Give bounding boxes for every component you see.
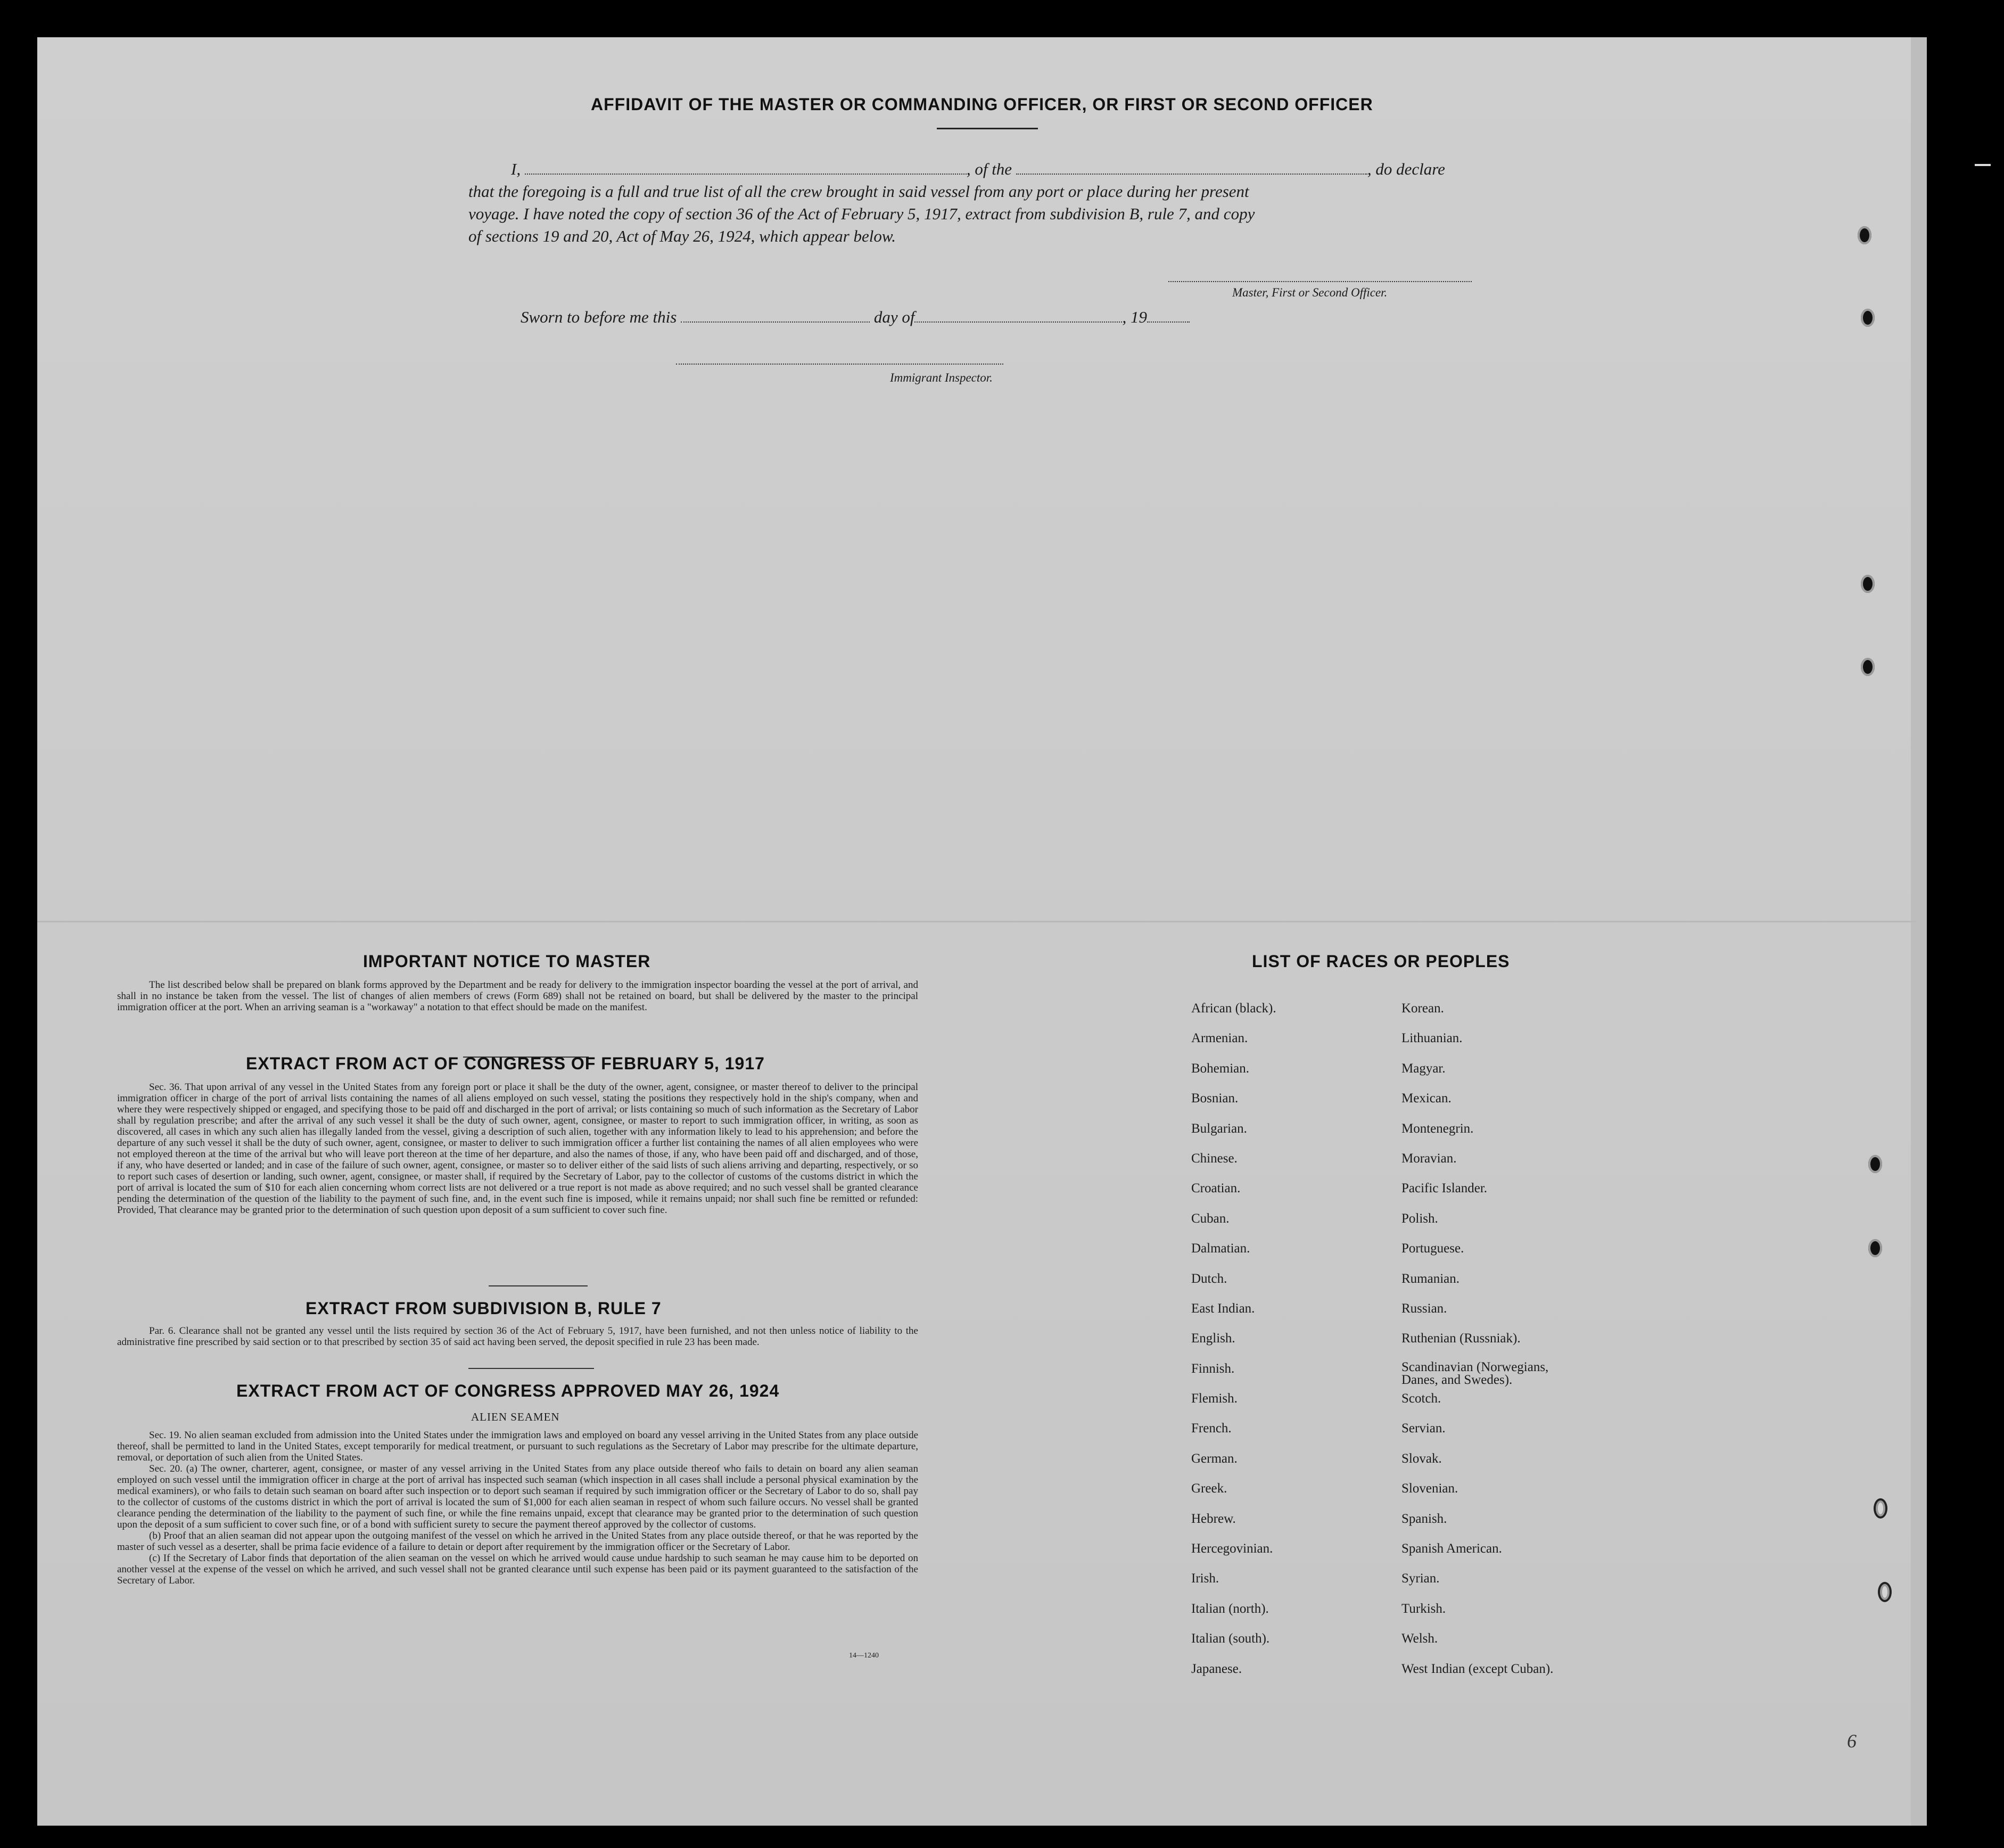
binder-hole (1858, 226, 1871, 244)
race-item: Moravian. (1401, 1151, 1457, 1166)
binder-hole (1878, 1582, 1892, 1602)
notice-paragraph: The list described below shall be prepared on blank forms approved by the Department and be ready for delivery to the immigration inspector boarding the vessel at the port of arrival, and shall in no instance be taken from the vessel. The list of changes of alien members of crews (Form 689) shall not be retained on board, but shall be delivered by the master to the principal immigration officer at the port. When an arriving seaman is a "workaway" a notation to that effect should be made on the manifest. (117, 979, 918, 1013)
extract-1924-title: EXTRACT FROM ACT OF CONGRESS APPROVED MAY 26, 1924 (236, 1381, 780, 1400)
extract-rule7-title: EXTRACT FROM SUBDIVISION B, RULE 7 (306, 1299, 662, 1318)
race-item: Greek. (1191, 1481, 1227, 1496)
race-item: Polish. (1401, 1211, 1438, 1226)
race-item: Dalmatian. (1191, 1241, 1250, 1256)
race-item: Syrian. (1401, 1571, 1440, 1586)
extract-1924-text (117, 1430, 918, 1586)
do-declare-label: , do declare (1367, 160, 1445, 178)
sec-19-paragraph: Sec. 19. No alien seaman excluded from admission into the United States under the immigration laws and employed on board any vessel arriving in the United States from any place outside thereof, shall be permitted to land in the United States, except temporarily for medical treatment, or pursuant to such regulations as the Secretary of Labor may prescribe for the ultimate departure, removal, or deportation of such alien from the United States. (117, 1430, 918, 1463)
race-item: Ruthenian (Russniak). (1401, 1331, 1521, 1346)
race-item: East Indian. (1191, 1301, 1255, 1316)
affidavit-line-4: of sections 19 and 20, Act of May 26, 1924, which appear below. (468, 227, 896, 245)
sec-20c-paragraph: (c) If the Secretary of Labor finds that deportation of the alien seaman on the vessel on which he arrived would cause undue hardship to such seaman he may cause him to be deported on another vessel at the expense of the vessel on which he arrived, and such vessel shall not be granted clearance until such expense has been paid or its payment guaranteed to the satisfaction of the Secretary of Labor. (117, 1553, 918, 1586)
race-item: Welsh. (1401, 1631, 1438, 1646)
name-field[interactable] (525, 168, 967, 175)
fold-line (37, 921, 1916, 922)
race-item: Korean. (1401, 1001, 1444, 1016)
race-item: Japanese. (1191, 1661, 1242, 1676)
page-mark: 6 (1847, 1730, 1857, 1752)
race-item: Italian (south). (1191, 1631, 1270, 1646)
race-item: Dutch. (1191, 1271, 1227, 1286)
binder-hole (1868, 1155, 1882, 1173)
of-the-label: , of the (966, 160, 1012, 178)
race-item: Bulgarian. (1191, 1121, 1247, 1136)
sworn-line (521, 308, 1190, 327)
page-edge-strip (1911, 37, 1927, 1826)
binder-hole (1861, 575, 1875, 593)
race-item: Russian. (1401, 1301, 1447, 1316)
inspector-caption: Immigrant Inspector. (890, 371, 993, 384)
extract-1917-title: EXTRACT FROM ACT OF CONGRESS OF FEBRUARY 5, 1917 (246, 1054, 765, 1073)
race-item: Spanish American. (1401, 1541, 1502, 1556)
races-title: LIST OF RACES OR PEOPLES (1252, 952, 1510, 971)
race-item: Hebrew. (1191, 1511, 1236, 1526)
sec-36-paragraph: Sec. 36. That upon arrival of any vessel in the United States from any foreign port or place it shall be the duty of the owner, agent, consignee, or master thereof to deliver to the principal immigration officer in charge of the port of arrival lists containing the names of all aliens employed on such vessel, stating the positions they respectively hold in the ship's company, when and where they were respectively shipped or engaged, and specifying those to be paid off and discharged in the port of arrival; or lists containing so much of such information as the Secretary of Labor shall by regulation prescribe; and after the arrival of any such vessel it shall be the duty of such owner, agent, consignee, or master to report to such immigration officer, in writing, as soon as discovered, all cases in which any such alien has illegally landed from the vessel, giving a description of such alien, together with any information likely to lead to his apprehension; and before the departure of any such vessel it shall be the duty of such owner, agent, consignee, or master to deliver to such immigration officer a further list containing the names of all alien employees who were not employed thereon at the time of the arrival but who will leave port thereon at the time of her departure, and also the names of those, if any, who have been paid off and discharged, and of those, if any, who have deserted or landed; and in case of the failure of such owner, agent, consignee, or master so to deliver either of the said lists of such aliens arriving and departing, respectively, or so to report such cases of desertion or landing, such owner, agent, consignee, or master shall, if required by the Secretary of Labor, pay to the collector of customs of the customs district in which the port of arrival is located the sum of $10 for each alien concerning whom correct lists are not delivered or a true report is not made as above required; and no such vessel shall be granted clearance pending the determination of the question of the liability to the payment of such fine, and, in the event such fine is imposed, while it remains unpaid; nor shall such fine be remitted or refunded: Provided, That clearance may be granted prior to the determination of such question upon deposit of a sum sufficient to cover such fine. (117, 1082, 918, 1216)
sec-20a-paragraph: Sec. 20. (a) The owner, charterer, agent, consignee, or master of any vessel arriving in the United States from any place outside thereof who fails to detain on board any alien seaman employed on such vessel until the immigration officer in charge at the port of arrival has inspected such seaman (which inspection in all cases shall include a personal physical examination by the medical examiners), or who fails to detain such seaman on board after such inspection or to deport such seaman if required by such immigration officer or the Secretary of Labor to do so, shall pay to the collector of customs of the customs district in which the port of arrival is located the sum of $1,000 for each alien seaman in respect of whom such failure occurs. No vessel shall be granted clearance pending the determination of the liability to the payment of such fine, or while the fine remains unpaid, except that clearance may be granted prior to the determination of such question upon the deposit of a sum sufficient to cover such fine, or of a bond with sufficient surety to secure the payment thereof approved by the collector of customs. (117, 1463, 918, 1530)
race-item: Pacific Islander. (1401, 1181, 1488, 1196)
section-rule (489, 1285, 588, 1286)
race-item: Cuban. (1191, 1211, 1230, 1226)
race-item: Portuguese. (1401, 1241, 1464, 1256)
extract-rule7-text (117, 1325, 918, 1348)
notice-title: IMPORTANT NOTICE TO MASTER (363, 952, 651, 971)
race-item: African (black). (1191, 1001, 1276, 1016)
race-item: Bosnian. (1191, 1091, 1239, 1106)
race-item: Servian. (1401, 1421, 1446, 1436)
race-item: Croatian. (1191, 1181, 1241, 1196)
par-6-paragraph: Par. 6. Clearance shall not be granted any vessel until the lists required by section 36 of the Act of February 5, 1917, have been furnished, and not then unless notice of liability to the administrative fine prescribed by said section or to that prescribed by section 35 of said act having been served, the deposit specified in rule 23 has been made. (117, 1325, 918, 1348)
binder-hole (1874, 1498, 1887, 1519)
race-item: Magyar. (1401, 1061, 1446, 1076)
sworn-year-field[interactable] (1147, 316, 1190, 323)
sworn-day-field[interactable] (681, 316, 870, 323)
race-item: Bohemian. (1191, 1061, 1250, 1076)
races-column-2 (1401, 1001, 1582, 1691)
sec-20b-paragraph: (b) Proof that an alien seaman did not appear upon the outgoing manifest of the vessel on which he arrived in the United States from any place outside thereof, or that he was reported by the master of such vessel as a deserter, shall be prima facie evidence of a failure to detain or deport after requirement by the immigration officer or the Secretary of Labor. (117, 1530, 918, 1553)
year-prefix: , 19 (1122, 308, 1147, 326)
i-label: I, (511, 160, 521, 178)
race-item: Flemish. (1191, 1391, 1238, 1406)
race-item: Turkish. (1401, 1601, 1446, 1616)
race-item: Scandinavian (Norwegians, Danes, and Swedes). (1401, 1359, 1549, 1387)
day-of-label: day of (873, 308, 915, 326)
affidavit-line-1 (468, 160, 1445, 179)
section-rule (468, 1368, 594, 1369)
binder-hole (1868, 1239, 1882, 1257)
race-item: Scotch. (1401, 1391, 1441, 1406)
form-number: 14—1240 (849, 1652, 879, 1660)
race-item: West Indian (except Cuban). (1401, 1661, 1554, 1676)
race-item: Chinese. (1191, 1151, 1238, 1166)
race-item: French. (1191, 1421, 1232, 1436)
race-item: Slovak. (1401, 1451, 1442, 1466)
sworn-label: Sworn to before me this (521, 308, 677, 326)
race-item: Montenegrin. (1401, 1121, 1474, 1136)
race-item: Lithuanian. (1401, 1031, 1463, 1046)
race-item: Italian (north). (1191, 1601, 1269, 1616)
extract-1917-text (117, 1082, 918, 1216)
race-item: Finnish. (1191, 1361, 1235, 1376)
vessel-field[interactable] (1016, 168, 1367, 175)
race-item: Mexican. (1401, 1091, 1452, 1106)
affidavit-line-3: voyage. I have noted the copy of section 36 of the Act of February 5, 1917, extract from subdivision B, rule 7, and copy (468, 204, 1255, 223)
binder-hole (1861, 309, 1875, 327)
race-item: German. (1191, 1451, 1238, 1466)
title-rule (937, 128, 1038, 129)
races-column-1 (1191, 1001, 1276, 1691)
master-caption: Master, First or Second Officer. (1232, 286, 1388, 299)
sworn-month-field[interactable] (914, 316, 1122, 323)
inspector-signature-line[interactable] (676, 364, 1003, 365)
binder-hole (1861, 658, 1875, 676)
race-item: Irish. (1191, 1571, 1219, 1586)
race-item: English. (1191, 1331, 1235, 1346)
affidavit-title: AFFIDAVIT OF THE MASTER OR COMMANDING OFFICER, OR FIRST OR SECOND OFFICER (591, 95, 1373, 114)
affidavit-line-2: that the foregoing is a full and true list of all the crew brought in said vessel from any port or place during her present (468, 182, 1249, 201)
race-item: Rumanian. (1401, 1271, 1460, 1286)
race-item: Armenian. (1191, 1031, 1248, 1046)
race-item: Slovenian. (1401, 1481, 1458, 1496)
edge-mark (1975, 164, 1991, 166)
race-item: Hercegovinian. (1191, 1541, 1273, 1556)
master-signature-line[interactable] (1168, 281, 1472, 282)
alien-seamen-subtitle: ALIEN SEAMEN (471, 1410, 560, 1423)
notice-text (117, 979, 918, 1013)
race-item: Spanish. (1401, 1511, 1447, 1526)
